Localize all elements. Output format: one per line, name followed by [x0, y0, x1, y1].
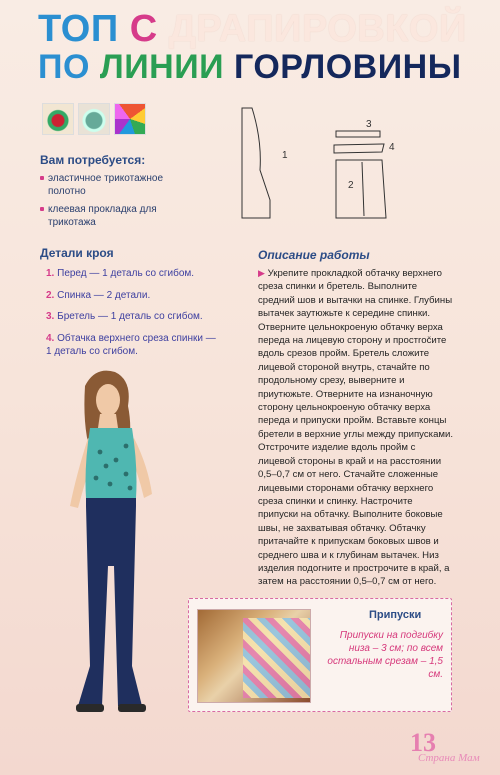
- title-line-2: [38, 50, 498, 84]
- title-word: ДРАПИРОВКОЙ: [168, 8, 467, 50]
- list-item: эластичное трикотажное полотно: [40, 172, 190, 198]
- list-item: [46, 310, 216, 324]
- thread-spools-image: [42, 103, 74, 135]
- pattern-label: 4: [389, 142, 395, 153]
- parts-heading: Детали кроя: [40, 246, 114, 260]
- list-item: [46, 267, 216, 281]
- title-word: ПО: [38, 48, 90, 86]
- part-text: Перед — 1 деталь со сгибом.: [57, 268, 195, 279]
- title-word: С: [129, 8, 158, 50]
- arrow-icon: ▶: [258, 268, 265, 278]
- pattern-label: 1: [282, 150, 288, 161]
- materials-list: [40, 172, 190, 234]
- part-number: 3.: [46, 311, 55, 322]
- part-number: 1.: [46, 268, 55, 279]
- thread-spool-image: [78, 103, 110, 135]
- allowances-text: Припуски на подгибку низа – 3 см; по всем остальным срезам – 1,5 см.: [327, 630, 443, 680]
- allowances-heading: Припуски: [369, 609, 422, 621]
- pattern-piece-strap: [336, 131, 380, 137]
- model-figure-image: [40, 366, 180, 726]
- description-text: Укрепите прокладкой обтачку верхнего среза спинки и бретель. Выполните средний шов и вытачки на спинке. Глубины вытачек заутюжьте к середине спинки. Отверните цельнокроеную обтачку верха переда на лицевую сторону и простročите вдоль срезов пройм. Бретель сложите лицевой стороной внутрь, стачайте по продольному срезу, выверните и приутюжьте. Отверните на изнаночную сторону цельнокроеную обтачку верха переда и припуски пройм. Вставьте концы бретели в верхние углы между припусками. Отстрочите изделие вдоль пройм с лицевой стороны в край и на расстоянии 0,5–0,7 см от него. Стачайте сложенные лицевыми сторонами обтачку верхнего среза спинки и спинку. Настрочите припуски на обтачку. Выполните боковые швы, не захватывая обтачку. Обтачку притачайте к припускам боковых швов и среднего шва и к глубинам вытачек. Низ изделия подогните и прострочите в край, а затем на расстоянии 0,5–0,7 см от него.: [258, 268, 454, 588]
- watermark: Страна Мам: [418, 752, 480, 764]
- part-number: 2.: [46, 289, 55, 301]
- page-number: 13: [410, 728, 436, 757]
- pattern-diagram: [236, 100, 416, 225]
- list-item: [46, 332, 216, 359]
- pattern-label: 3: [366, 119, 372, 130]
- page-title: [38, 10, 498, 84]
- material-swatches: [42, 103, 146, 135]
- title-word: ЛИНИИ: [99, 48, 225, 86]
- part-text: Обтачка верхнего среза спинки — 1 деталь со сгибом.: [46, 332, 216, 357]
- part-number: 4.: [46, 332, 55, 344]
- pattern-label: 2: [348, 180, 354, 191]
- allowances-box: [188, 598, 452, 712]
- parts-list: [46, 267, 216, 367]
- description-body: [258, 267, 454, 589]
- description-heading: Описание работы: [258, 248, 370, 262]
- list-item: [46, 289, 216, 303]
- fabric-sample-image: [114, 103, 146, 135]
- pattern-piece-facing: [334, 144, 384, 153]
- title-word: ГОРЛОВИНЫ: [234, 48, 462, 86]
- title-line-1: [38, 10, 498, 48]
- part-text: Бретель — 1 деталь со сгибом.: [57, 311, 203, 322]
- materials-heading: Вам потребуется:: [40, 153, 146, 167]
- title-word: ТОП: [38, 8, 119, 50]
- list-item: клеевая прокладка для трикотажа: [40, 203, 190, 229]
- fabric-photo-image: [197, 609, 311, 703]
- pattern-piece-front: [242, 108, 270, 218]
- pattern-piece-back: [336, 160, 386, 218]
- part-text: Спинка — 2 детали.: [57, 289, 151, 301]
